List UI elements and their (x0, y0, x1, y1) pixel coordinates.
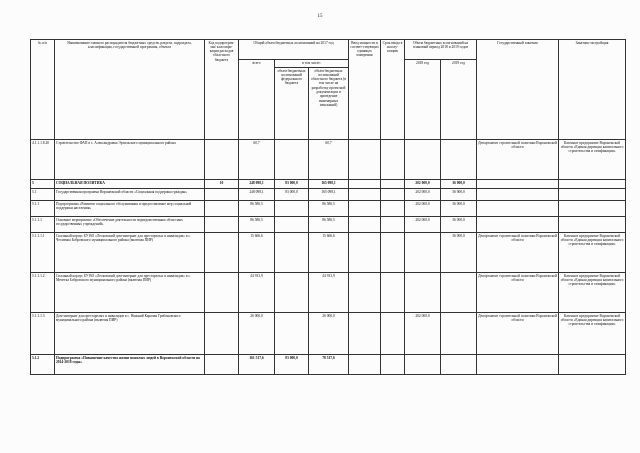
row-name: СОЦИАЛЬНАЯ ПОЛИТИКА (55, 180, 205, 189)
row-2018 (405, 140, 441, 180)
row-capacity (349, 189, 381, 201)
table-row (31, 140, 626, 180)
row-num: 5.1.1.1.2 (31, 273, 55, 313)
row-num: 5.1.2 (31, 355, 55, 375)
row-reg: 26 000,0 (309, 313, 349, 355)
row-total: 86 580,5 (239, 201, 275, 217)
row-fed (275, 273, 309, 313)
row-total: 15 666,6 (239, 233, 275, 273)
row-name: Государственная программа Воронежской области «Социальная поддержка граждан» (55, 189, 205, 201)
row-2019 (441, 313, 477, 355)
budget-table (30, 39, 626, 375)
row-capacity (349, 180, 381, 189)
table-row (31, 355, 626, 375)
row-2018 (405, 355, 441, 375)
header-capacity: Ввод мощности в соответ-ствующих единицах измерения (349, 40, 381, 140)
row-2019: 36 000,0 (441, 180, 477, 189)
row-customer: Департамент строительной политики Воронежской области (477, 273, 559, 313)
row-name: Подпрограмма «Развитие социального обслуживания и предоставление мер социальной поддержки населения» (55, 201, 205, 217)
row-fed: 83 000,0 (275, 355, 309, 375)
row-customer: Департамент строительной политики Воронежской области (477, 313, 559, 355)
row-fed (275, 233, 309, 273)
row-2019: 36 000,0 (441, 201, 477, 217)
row-fed (275, 313, 309, 355)
row-capacity (349, 201, 381, 217)
table-row (31, 217, 626, 233)
row-deadline (381, 140, 405, 180)
header-2018: 2018 год (405, 60, 441, 140)
row-deadline (381, 217, 405, 233)
row-deadline (381, 180, 405, 189)
row-2018 (405, 233, 441, 273)
row-fed (275, 140, 309, 180)
row-total: 248 098,1 (239, 180, 275, 189)
row-capacity (349, 140, 381, 180)
row-fed: 83 000,0 (275, 189, 309, 201)
header-reg: объем бюджетных ассигнований областного бюджета (в том числе на разработку проектной документации и проведение инженерных изысканий) (309, 68, 349, 140)
row-2019: 36 000,0 (441, 233, 477, 273)
row-2018: 202 000,0 (405, 189, 441, 201)
row-developer: Казенное предприятие Воронежской области «Единая дирекция капитального строительства и газификации» (559, 140, 626, 180)
row-developer (559, 201, 626, 217)
row-deadline (381, 233, 405, 273)
row-capacity (349, 233, 381, 273)
row-fed: 83 000,0 (275, 180, 309, 189)
header-deadline: Срок ввода в эксплу-атацию (381, 40, 405, 140)
row-customer: Департамент строительной политики Воронежской области (477, 233, 559, 273)
row-developer: Казенное предприятие Воронежской области «Единая дирекция капитального строительства и газификации» (559, 233, 626, 273)
page-number: 15 (317, 14, 323, 19)
row-developer (559, 217, 626, 233)
row-deadline (381, 313, 405, 355)
table-row (31, 189, 626, 201)
row-num: 5.1.1.1.3 (31, 313, 55, 355)
row-total: 86 580,5 (239, 217, 275, 233)
row-total: 44 913,9 (239, 273, 275, 313)
row-reg: 165 098,1 (309, 189, 349, 201)
row-reg: 78 517,6 (309, 355, 349, 375)
header-planned: Объем бюджетных ассигнований на плановый период 2018 и 2019 годов (405, 40, 477, 60)
table-row (31, 180, 626, 189)
row-customer (477, 189, 559, 201)
row-num: 5.1.1 (31, 201, 55, 217)
row-reg: 60,7 (309, 140, 349, 180)
row-name: Подпрограмма «Повышение качества жизни пожилых людей в Воронежской области на 2014-2018 годы» (55, 355, 205, 375)
row-2019: 36 000,0 (441, 217, 477, 233)
row-deadline (381, 189, 405, 201)
row-name: Дом-интернат для престарелых и инвалидов в с. Нижний Карачан Грибановского муниципального района (включая ПИР) (55, 313, 205, 355)
header-fed: объем бюджетных ассигнований федерального бюджета (275, 68, 309, 140)
header-developer: Заказчик-застройщик (559, 40, 626, 140)
row-reg: 165 098,1 (309, 180, 349, 189)
row-num: 5.1 (31, 189, 55, 201)
row-num: 5.1.1.1 (31, 217, 55, 233)
row-reg: 86 580,5 (309, 201, 349, 217)
row-fed (275, 201, 309, 217)
row-customer (477, 201, 559, 217)
header-code: Код подпрограм-мы/ классифи-кации расходов областного бюджета (205, 40, 239, 140)
row-2019 (441, 355, 477, 375)
row-code (205, 313, 239, 355)
table-row (31, 233, 626, 273)
row-2018 (405, 273, 441, 313)
row-code (205, 201, 239, 217)
header-customer: Государственный заказчик (477, 40, 559, 140)
row-customer (477, 180, 559, 189)
row-2019 (441, 273, 477, 313)
row-customer (477, 217, 559, 233)
row-total: 248 098,1 (239, 189, 275, 201)
row-num: 5.1.1.1.1 (31, 233, 55, 273)
row-2019: 36 000,0 (441, 189, 477, 201)
table-row (31, 201, 626, 217)
row-reg: 15 666,6 (309, 233, 349, 273)
header-incl: в том числе: (275, 60, 349, 68)
header-total: всего (239, 60, 275, 140)
row-capacity (349, 313, 381, 355)
row-num: 5 (31, 180, 55, 189)
row-capacity (349, 355, 381, 375)
header-name: Наименование главного распорядителя бюджетных средств, раздела, подраздела, классификации, государственной программы, объекта (55, 40, 205, 140)
row-code: 10 (205, 180, 239, 189)
row-developer (559, 180, 626, 189)
row-2019 (441, 140, 477, 180)
table-row (31, 273, 626, 313)
row-code (205, 233, 239, 273)
row-deadline (381, 355, 405, 375)
row-total: 161 517,6 (239, 355, 275, 375)
row-capacity (349, 217, 381, 233)
header-2019: 2019 год (441, 60, 477, 140)
row-developer (559, 189, 626, 201)
row-code (205, 217, 239, 233)
row-code (205, 140, 239, 180)
row-customer (477, 355, 559, 375)
table-body (31, 140, 626, 375)
row-deadline (381, 201, 405, 217)
row-name: Основное мероприятие «Обеспечение деятельности подведомственных областных государственных учреждений» (55, 217, 205, 233)
row-developer: Казенное предприятие Воронежской области «Единая дирекция капитального строительства и газификации» (559, 273, 626, 313)
row-2018: 202 000,0 (405, 180, 441, 189)
row-reg: 44 913,9 (309, 273, 349, 313)
row-name: Спальный корпус БУ ВО «Лесковский дом-интернат для престарелых и инвалидов» в с. Мечетка Бобровского муниципального района (включая ПИР) (55, 273, 205, 313)
row-customer: Департамент строительной политики Воронежской области (477, 140, 559, 180)
header-total-volume: Общий объем бюджетных ассигнований на 2017 год (239, 40, 349, 60)
table-row (31, 313, 626, 355)
row-reg: 86 580,5 (309, 217, 349, 233)
row-2018: 202 000,0 (405, 313, 441, 355)
row-total: 26 000,0 (239, 313, 275, 355)
row-developer (559, 355, 626, 375)
row-capacity (349, 273, 381, 313)
row-code (205, 189, 239, 201)
header-num: № п/п (31, 40, 55, 140)
row-name: Спальный корпус БУ ВО «Лесковский дом-интернат для престарелых и инвалидов» в с. Чесменка Бобровского муниципального района (включая ПИР) (55, 233, 205, 273)
row-fed (275, 217, 309, 233)
row-name: Строительство ФАП в с. Александровка Эртильского муниципального района (55, 140, 205, 180)
row-code (205, 355, 239, 375)
row-code (205, 273, 239, 313)
row-2018: 202 000,0 (405, 217, 441, 233)
row-deadline (381, 273, 405, 313)
row-num: 4.1.1.1.8.20 (31, 140, 55, 180)
row-2018: 202 000,0 (405, 201, 441, 217)
row-total: 60,7 (239, 140, 275, 180)
row-developer: Казенное предприятие Воронежской области «Единая дирекция капитального строительства и газификации» (559, 313, 626, 355)
